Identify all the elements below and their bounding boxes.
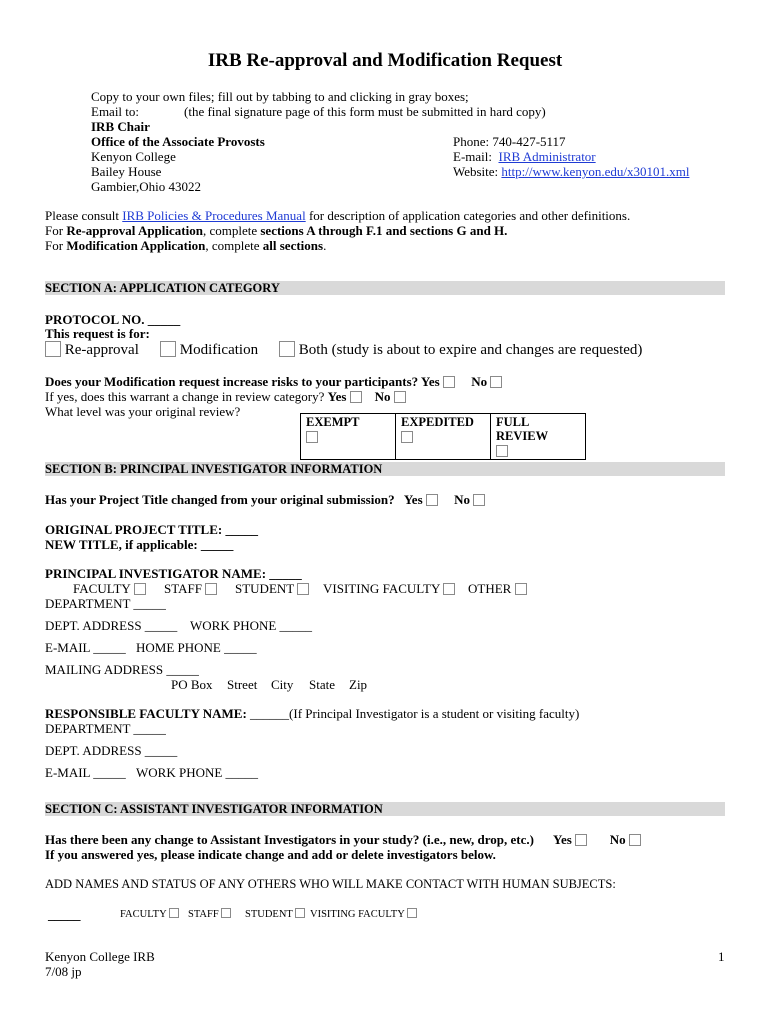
phone-text: Phone: 740-427-5117 — [453, 134, 566, 149]
full-review-cell — [491, 414, 586, 460]
reapproval-label: Re-approval — [64, 342, 139, 358]
consult-prefix: Please consult — [45, 208, 120, 223]
pi-other-checkbox[interactable] — [515, 583, 527, 595]
pi-student-checkbox[interactable] — [297, 583, 309, 595]
other-label: OTHER — [468, 581, 512, 596]
irb-admin-link[interactable]: IRB Administrator — [498, 149, 596, 164]
faculty-label: FACULTY — [73, 581, 131, 596]
email-row — [453, 149, 596, 164]
section-b-title: SECTION B: PRINCIPAL INVESTIGATOR INFORMATION — [45, 462, 383, 476]
visiting-faculty-label: VISITING FACULTY — [323, 581, 440, 596]
address-part-zip: Zip — [349, 677, 368, 692]
pi-department-field[interactable]: DEPARTMENT _____ — [45, 596, 166, 611]
title-changed-question — [45, 492, 485, 507]
assistant-status-staff — [188, 907, 231, 922]
assistant-name-field[interactable]: _____ — [48, 907, 81, 922]
assistant-status-student — [245, 907, 305, 922]
visiting-faculty-label: VISITING FACULTY — [310, 909, 405, 920]
request-is-for-label: This request is for: — [45, 326, 150, 341]
assistant-change-no-checkbox[interactable] — [629, 834, 641, 846]
address-part-city: City — [271, 677, 294, 692]
pi-status-student — [235, 581, 309, 596]
complete-text: , complete — [205, 238, 260, 253]
section-b-header — [45, 462, 725, 476]
staff-label: STAFF — [164, 581, 202, 596]
pi-status-other — [468, 581, 527, 596]
exempt-label: EXEMPT — [306, 415, 360, 429]
reapproval-application: Re-approval Application — [66, 223, 203, 238]
section-a-title: SECTION A: APPLICATION CATEGORY — [45, 281, 280, 295]
email-to-label: Email to: — [91, 104, 140, 119]
consult-line — [45, 208, 630, 223]
reapproval-instructions — [45, 223, 507, 238]
address-part-po-box: PO Box — [171, 677, 213, 692]
pi-dept-address-field[interactable]: DEPT. ADDRESS _____ — [45, 618, 178, 633]
address-line-4: Bailey House — [91, 164, 162, 179]
review-change-no-checkbox[interactable] — [394, 391, 406, 403]
no-label: No — [374, 389, 391, 404]
assistant-status-faculty — [120, 907, 179, 922]
expedited-cell — [396, 414, 491, 460]
new-title-field[interactable]: NEW TITLE, if applicable: _____ — [45, 537, 234, 552]
modification-checkbox[interactable] — [160, 341, 176, 357]
no-label: No — [471, 374, 488, 389]
pi-email-field[interactable]: E-MAIL _____ — [45, 640, 126, 655]
pi-staff-checkbox[interactable] — [205, 583, 217, 595]
section-a-header — [45, 281, 725, 295]
section-c-header — [45, 802, 725, 816]
address-part-state: State — [309, 677, 335, 692]
website-label: Website: — [453, 164, 499, 179]
reapproval-checkbox[interactable] — [45, 341, 61, 357]
modification-option — [160, 341, 258, 359]
footer-org: Kenyon College IRB — [45, 949, 155, 964]
review-change-yes-checkbox[interactable] — [350, 391, 362, 403]
website-row — [453, 164, 689, 179]
both-option — [279, 341, 642, 359]
expedited-checkbox[interactable] — [401, 431, 413, 443]
yes-label: Yes — [420, 374, 440, 389]
both-label: Both (study is about to expire and changes are requested) — [298, 342, 643, 358]
original-review-question: What level was your original review? — [45, 404, 241, 419]
responsible-faculty-field[interactable]: ______(If Principal Investigator is a student or visiting faculty) — [250, 706, 580, 721]
address-line-5: Gambier,Ohio 43022 — [91, 179, 201, 194]
assistant-faculty-checkbox[interactable] — [169, 908, 179, 918]
assistant-change-question — [45, 832, 641, 847]
modification-instructions — [45, 238, 326, 253]
student-label: STUDENT — [235, 581, 294, 596]
yes-label: Yes — [553, 832, 572, 847]
reapproval-sections: sections A through F.1 and sections G and H. — [260, 223, 508, 238]
period: . — [323, 238, 327, 253]
copy-instructions: Copy to your own files; fill out by tabbing to and clicking in gray boxes; — [91, 89, 469, 104]
address-part-street: Street — [227, 677, 258, 692]
email-label: E-mail: — [453, 149, 492, 164]
staff-label: STAFF — [188, 909, 219, 920]
protocol-number: PROTOCOL NO. _____ — [45, 312, 181, 327]
address-line-2: Office of the Associate Provosts — [91, 134, 265, 149]
pi-status-faculty — [73, 581, 146, 596]
risk-question-text: Does your Modification request increase risks to your participants? — [45, 374, 419, 389]
faculty-department-field[interactable]: DEPARTMENT _____ — [45, 721, 166, 736]
policies-manual-link[interactable]: IRB Policies & Procedures Manual — [122, 208, 306, 223]
modification-label: Modification — [179, 342, 259, 358]
faculty-work-phone-field[interactable]: WORK PHONE _____ — [136, 765, 259, 780]
risk-yes-checkbox[interactable] — [443, 376, 455, 388]
title-changed-yes-checkbox[interactable] — [426, 494, 438, 506]
yes-label: Yes — [403, 492, 423, 507]
faculty-label: FACULTY — [120, 909, 167, 920]
assistant-student-checkbox[interactable] — [295, 908, 305, 918]
yes-label: Yes — [327, 389, 347, 404]
pi-status-visiting — [323, 581, 455, 596]
modification-application: Modification Application — [66, 238, 206, 253]
title-changed-no-checkbox[interactable] — [473, 494, 485, 506]
faculty-dept-address-field[interactable]: DEPT. ADDRESS _____ — [45, 743, 178, 758]
full-review-label: FULL REVIEW — [496, 415, 549, 443]
page-title: IRB Re-approval and Modification Request — [207, 50, 563, 71]
add-names-instruction: ADD NAMES AND STATUS OF ANY OTHERS WHO WILL MAKE CONTACT WITH HUMAN SUBJECTS: — [45, 877, 616, 891]
assistant-change-text: Has there been any change to Assistant Investigators in your study? (i.e., new, drop, etc.) — [45, 832, 534, 847]
for-text: For — [45, 223, 64, 238]
full-review-checkbox[interactable] — [496, 445, 508, 457]
website-link[interactable]: http://www.kenyon.edu/x30101.xml — [501, 164, 690, 179]
exempt-checkbox[interactable] — [306, 431, 318, 443]
responsible-faculty-label: RESPONSIBLE FACULTY NAME: — [45, 706, 247, 721]
assistant-staff-checkbox[interactable] — [221, 908, 231, 918]
review-change-text: If yes, does this warrant a change in review category? — [45, 389, 325, 404]
complete-text: , complete — [202, 223, 258, 238]
review-change-question — [45, 389, 406, 404]
no-label: No — [609, 832, 626, 847]
faculty-email-field[interactable]: E-MAIL _____ — [45, 765, 126, 780]
responsible-faculty-row — [45, 706, 579, 721]
pi-home-phone-field[interactable]: HOME PHONE _____ — [136, 640, 257, 655]
address-line-1: IRB Chair — [91, 119, 150, 134]
section-c-title: SECTION C: ASSISTANT INVESTIGATOR INFORMATION — [45, 802, 383, 816]
review-level-table — [300, 413, 586, 460]
assistant-change-yes-checkbox[interactable] — [575, 834, 587, 846]
risk-question — [45, 374, 502, 389]
expedited-label: EXPEDITED — [401, 415, 474, 429]
page-number: 1 — [718, 949, 725, 964]
pi-faculty-checkbox[interactable] — [134, 583, 146, 595]
if-yes-instructions: If you answered yes, please indicate change and add or delete investigators below. — [45, 847, 496, 862]
request-type-options — [45, 341, 139, 359]
email-to-note: (the final signature page of this form must be submitted in hard copy) — [184, 104, 546, 119]
for-text: For — [45, 238, 64, 253]
assistant-status-visiting — [310, 907, 417, 922]
footer-version: 7/08 jp — [45, 964, 82, 979]
pi-visiting-checkbox[interactable] — [443, 583, 455, 595]
title-changed-text: Has your Project Title changed from your original submission? — [45, 492, 395, 507]
pi-work-phone-field[interactable]: WORK PHONE _____ — [190, 618, 313, 633]
pi-mailing-address-field[interactable]: MAILING ADDRESS _____ — [45, 662, 199, 677]
no-label: No — [454, 492, 471, 507]
consult-suffix: for description of application categories and other definitions. — [308, 208, 631, 223]
exempt-cell — [301, 414, 396, 460]
risk-no-checkbox[interactable] — [490, 376, 502, 388]
both-checkbox[interactable] — [279, 341, 295, 357]
pi-name-field[interactable]: PRINCIPAL INVESTIGATOR NAME: _____ — [45, 566, 302, 581]
pi-status-staff — [164, 581, 217, 596]
modification-sections: all sections — [262, 238, 324, 253]
address-line-3: Kenyon College — [91, 149, 176, 164]
student-label: STUDENT — [245, 909, 293, 920]
assistant-visiting-checkbox[interactable] — [407, 908, 417, 918]
original-title-field[interactable]: ORIGINAL PROJECT TITLE: _____ — [45, 522, 258, 537]
